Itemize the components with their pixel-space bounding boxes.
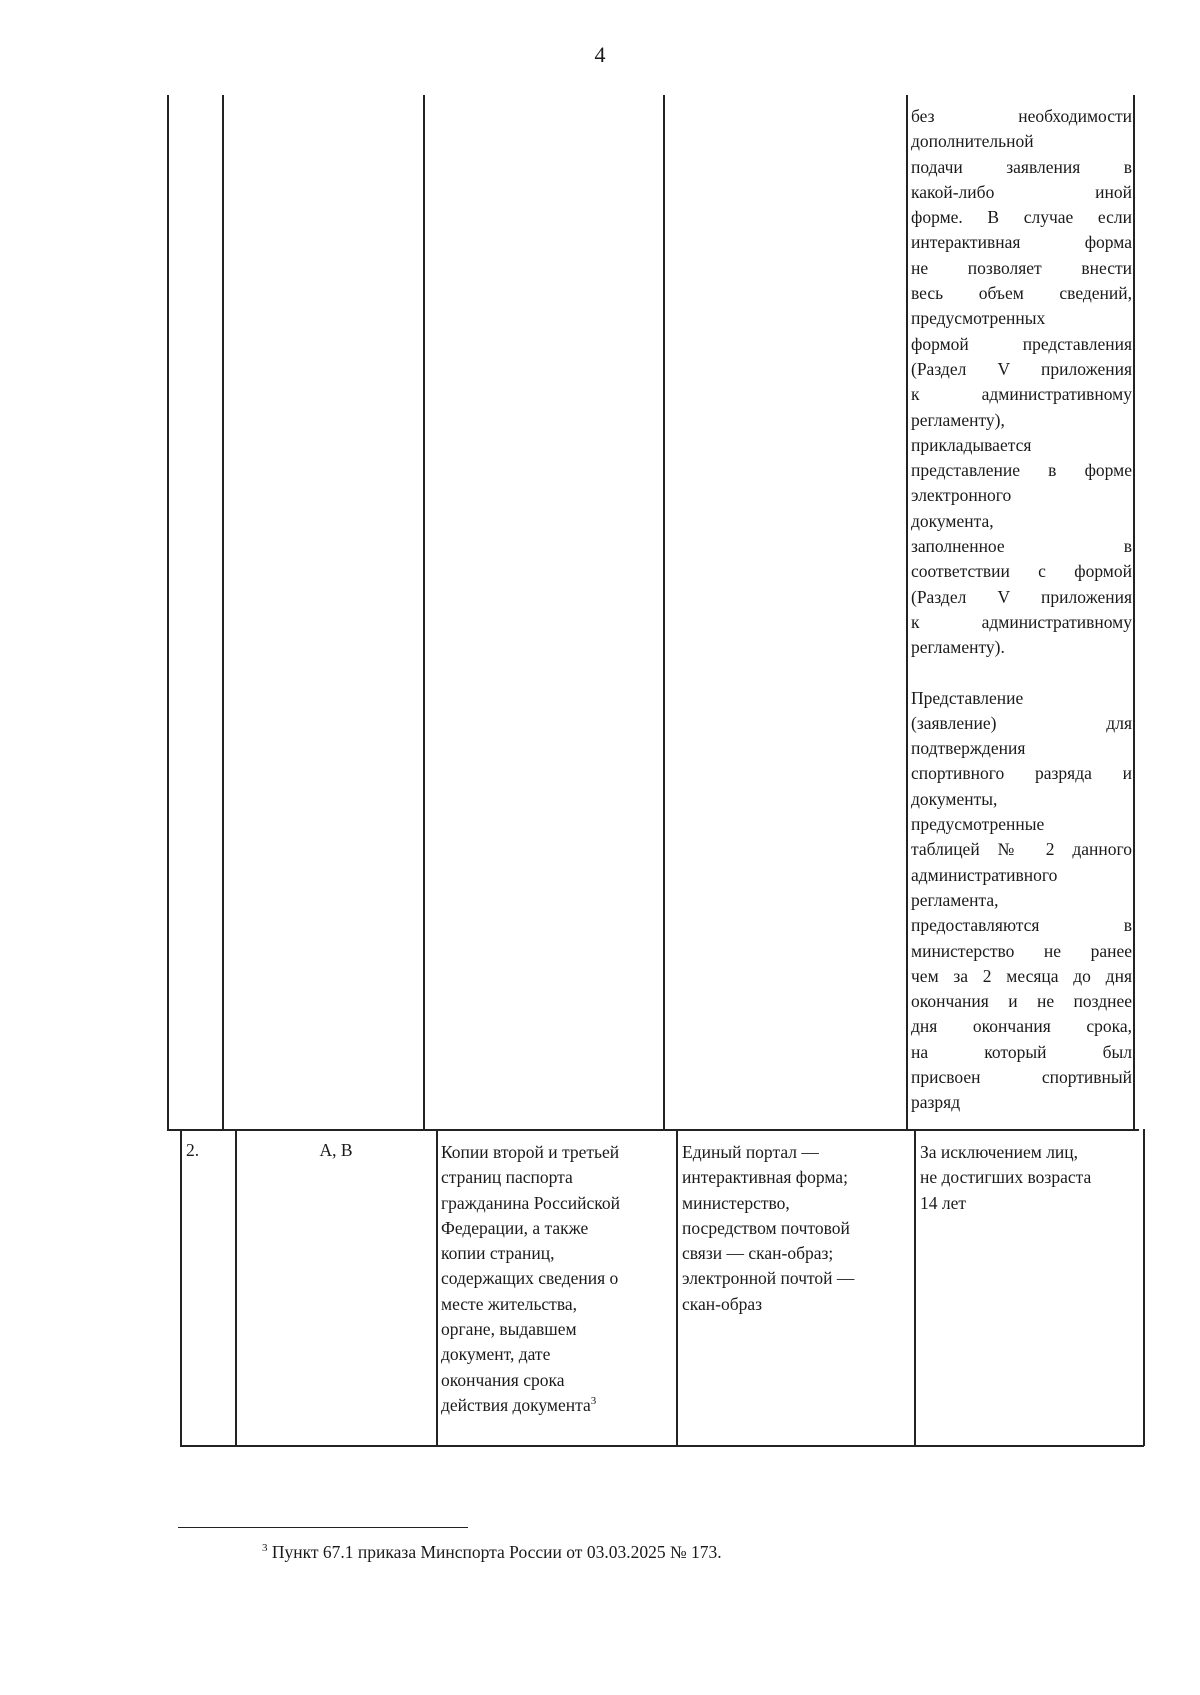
row-submission-cell: [682, 1140, 912, 1317]
document-line: документ, дате: [441, 1344, 551, 1365]
table-divider-3-lower: [676, 1129, 678, 1446]
requirement-line: к административному: [911, 384, 1132, 405]
submission-line: посредством почтовой: [682, 1217, 850, 1238]
footnote-text: Пункт 67.1 приказа Минспорта России от 03.03.2025 № 173.: [267, 1542, 722, 1562]
paragraph-gap: [911, 661, 1132, 686]
requirement-line: подтверждения: [911, 738, 1026, 759]
document-line: окончания срока: [441, 1369, 565, 1390]
requirement-line: министерство не ранее: [911, 940, 1132, 961]
submission-line: электронной почтой —: [682, 1268, 855, 1289]
document-line: содержащих сведения о: [441, 1268, 619, 1289]
note-line: 14 лет: [920, 1192, 967, 1213]
requirement-line: регламенту).: [911, 637, 1005, 658]
requirement-line: прикладывается: [911, 434, 1032, 455]
requirement-line: предусмотренные: [911, 814, 1045, 835]
submission-line: связи — скан-образ;: [682, 1243, 834, 1264]
document-line: Федерации, а также: [441, 1217, 589, 1238]
submission-line: министерство,: [682, 1192, 790, 1213]
table-border-right-upper: [1133, 95, 1135, 1130]
requirement-line: интерактивная форма: [911, 232, 1132, 253]
submission-line: Единый портал —: [682, 1142, 819, 1162]
table-border-right-lower: [1143, 1129, 1145, 1446]
table-divider-1-upper: [222, 95, 224, 1130]
requirement-line: окончания и не позднее: [911, 991, 1132, 1012]
table-divider-4-lower: [914, 1129, 916, 1446]
document-line: органе, выдавшем: [441, 1319, 577, 1340]
requirement-line: представление в форме: [911, 460, 1132, 481]
table-divider-2-upper: [423, 95, 425, 1130]
requirement-line: предусмотренных: [911, 308, 1046, 329]
footnote-mark: 3: [262, 1542, 268, 1555]
note-line: За исключением лиц,: [920, 1142, 1079, 1162]
requirement-line: без необходимости: [911, 106, 1132, 126]
requirement-line: форме. В случае если: [911, 207, 1132, 228]
requirement-line: электронного: [911, 485, 1012, 506]
table-divider-2-lower: [436, 1129, 438, 1446]
requirement-line: какой-либо иной: [911, 181, 1132, 202]
requirement-line: соответствии с формой: [911, 561, 1132, 582]
requirement-line: регламента,: [911, 889, 999, 910]
table-border-left-upper: [167, 95, 169, 1130]
requirement-line: административного: [911, 864, 1058, 885]
requirement-line: (Раздел V приложения: [911, 586, 1132, 607]
page-number: 4: [594, 42, 606, 67]
document-line: гражданина Российской: [441, 1192, 620, 1213]
table-bottom-border: [180, 1445, 1144, 1447]
requirement-line: (заявление) для: [911, 712, 1132, 733]
requirement-line: предоставляются в: [911, 915, 1132, 936]
document-line: копии страниц,: [441, 1243, 555, 1264]
document-line: месте жительства,: [441, 1293, 578, 1314]
continuation-requirement-cell: [911, 104, 1132, 1116]
requirement-line: разряд: [911, 1092, 961, 1113]
table-divider-3-upper: [663, 95, 665, 1130]
requirement-line: присвоен спортивный: [911, 1066, 1132, 1087]
row-document-cell: [441, 1140, 673, 1418]
requirement-line: подачи заявления в: [911, 156, 1132, 177]
requirement-line: к административному: [911, 611, 1132, 632]
footnote-separator: [178, 1527, 468, 1528]
row-number: 2.: [186, 1140, 200, 1160]
row-categories: А, В: [319, 1140, 353, 1160]
table-divider-4-upper: [906, 95, 908, 1130]
requirement-line: заполненное в: [911, 536, 1132, 557]
footnote-reference: 3: [590, 1395, 597, 1408]
requirement-line: документа,: [911, 510, 994, 531]
requirement-line: весь объем сведений,: [911, 283, 1132, 304]
requirement-line: дополнительной: [911, 131, 1034, 152]
requirement-line: Представление: [911, 687, 1024, 708]
note-line: не достигших возраста: [920, 1167, 1092, 1188]
table-row-separator: [167, 1129, 1139, 1131]
submission-line: интерактивная форма;: [682, 1167, 848, 1188]
table-border-left-lower: [180, 1129, 182, 1446]
document-line: действия документа: [441, 1394, 591, 1415]
requirement-line: таблицей № 2 данного: [911, 839, 1132, 860]
requirement-line: регламенту),: [911, 409, 1005, 430]
submission-line: скан-образ: [682, 1293, 763, 1314]
requirement-line: не позволяет внести: [911, 257, 1132, 278]
document-line: страниц паспорта: [441, 1167, 573, 1188]
footnote: [262, 1540, 722, 1564]
requirement-line: (Раздел V приложения: [911, 358, 1132, 379]
requirement-line: спортивного разряда и: [911, 763, 1132, 784]
requirement-line: дня окончания срока,: [911, 1016, 1132, 1037]
row-note-cell: [920, 1140, 1142, 1216]
requirement-line: чем за 2 месяца до дня: [911, 965, 1132, 986]
requirement-line: документы,: [911, 788, 998, 809]
document-line: Копии второй и третьей: [441, 1142, 620, 1162]
requirement-line: формой представления: [911, 333, 1132, 354]
document-line-last: [441, 1393, 673, 1418]
requirement-line: на который был: [911, 1041, 1132, 1062]
table-divider-1-lower: [235, 1129, 237, 1446]
